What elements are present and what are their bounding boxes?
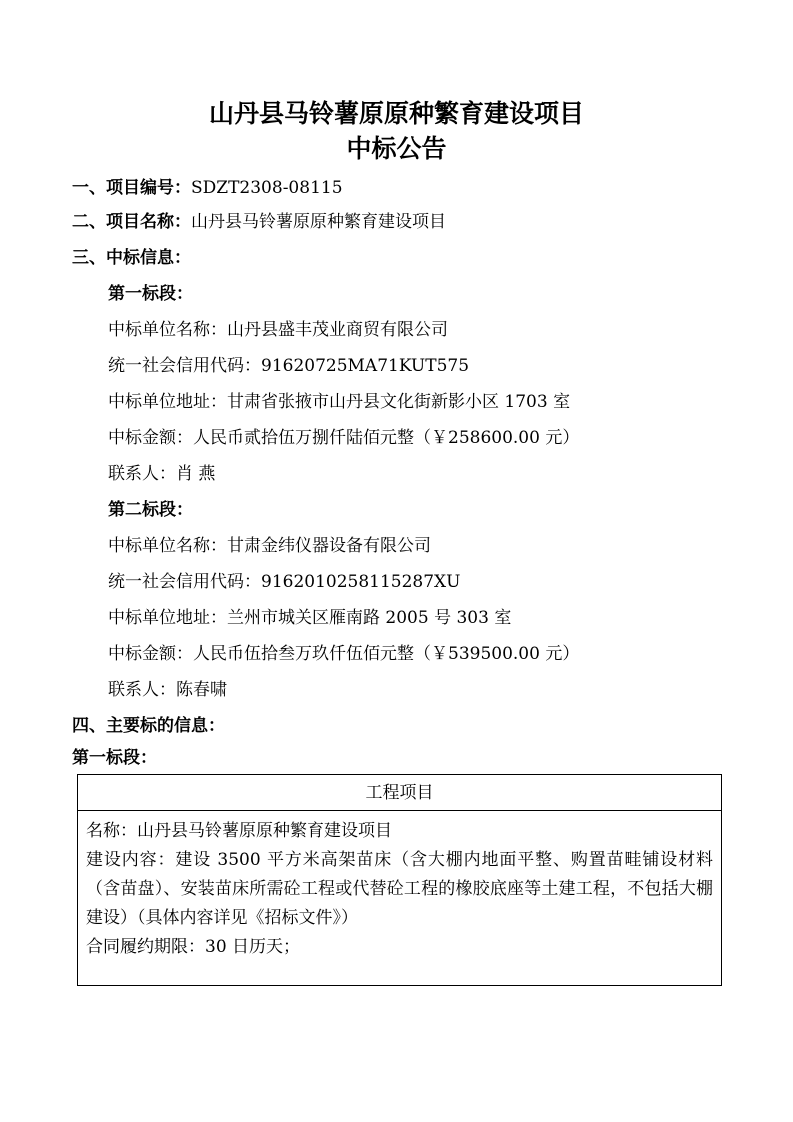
lot2-heading: 第二标段： (108, 500, 193, 520)
lot2-contact-value: 陈春啸 (176, 680, 227, 700)
project-table-header: 工程项目 (78, 775, 721, 811)
lot2-amount-row (108, 642, 579, 666)
lot1-amount-row (108, 426, 579, 450)
lot2-unit-row (108, 534, 431, 558)
lot2-amount-label: 中标金额： (108, 644, 193, 664)
project-name-row (72, 210, 446, 234)
lot1-heading: 第一标段： (108, 284, 193, 304)
lot1-amount-value: 人民币贰拾伍万捌仟陆佰元整（￥258600.00 元） (193, 428, 580, 448)
project-name-label: 二、项目名称： (72, 212, 191, 232)
lot1-unit-label: 中标单位名称： (108, 320, 227, 340)
lot2-amount-value: 人民币伍拾叁万玖仟伍佰元整（￥539500.00 元） (193, 644, 580, 664)
lot1-contact-value: 肖 燕 (176, 464, 216, 484)
main-subject-heading: 四、主要标的信息： (72, 716, 225, 736)
lot2-contact-row (108, 678, 227, 702)
project-table-name: 名称：山丹县马铃薯原原种繁育建设项目 (86, 821, 392, 841)
lot2-unit-label: 中标单位名称： (108, 536, 227, 556)
lot2-unit-value: 甘肃金纬仪器设备有限公司 (227, 536, 431, 556)
lot2-address-value: 兰州市城关区雁南路 2005 号 303 室 (227, 608, 512, 628)
lot1-credit-row (108, 354, 469, 378)
notice-subtitle: 中标公告 (346, 134, 447, 163)
lot1-unit-row (108, 318, 448, 342)
lot1-contact-row (108, 462, 215, 486)
lot1-address-label: 中标单位地址： (108, 392, 227, 412)
notice-title: 山丹县马铃薯原原种繁育建设项目 (208, 99, 584, 128)
lot2-address-row (108, 606, 511, 630)
project-number-label: 一、项目编号： (72, 178, 191, 198)
lot2-address-label: 中标单位地址： (108, 608, 227, 628)
award-info-heading: 三、中标信息： (72, 248, 191, 268)
project-table-period: 合同履约期限：30 日历天； (86, 937, 301, 957)
lot1-unit-value: 山丹县盛丰茂业商贸有限公司 (227, 320, 448, 340)
lot1-credit-label: 统一社会信用代码： (108, 356, 261, 376)
lot1-address-row (108, 390, 570, 414)
project-table-body (78, 811, 721, 962)
lot2-contact-label: 联系人： (108, 680, 176, 700)
project-number-value: SDZT2308-08115 (191, 178, 343, 198)
lot1-contact-label: 联系人： (108, 464, 176, 484)
lot2-credit-row (108, 570, 460, 594)
lot1-credit-value: 91620725MA71KUT575 (261, 356, 470, 376)
project-table (77, 774, 722, 986)
project-name-value: 山丹县马铃薯原原种繁育建设项目 (191, 212, 446, 232)
project-table-content: 建设内容：建设 3500 平方米高架苗床（含大棚内地面平整、购置苗畦铺设材料（含苗盘）、安装苗床所需砼工程或代替砼工程的橡胶底座等土建工程，不包括大棚建设）（具体内容详见《招标文件》） (86, 850, 713, 928)
lot1-address-value: 甘肃省张掖市山丹县文化街新影小区 1703 室 (227, 392, 571, 412)
project-number-row (72, 176, 343, 200)
main-subject-lot-label: 第一标段： (72, 748, 157, 768)
lot1-amount-label: 中标金额： (108, 428, 193, 448)
lot2-credit-value: 9162010258115287XU (261, 572, 461, 592)
lot2-credit-label: 统一社会信用代码： (108, 572, 261, 592)
